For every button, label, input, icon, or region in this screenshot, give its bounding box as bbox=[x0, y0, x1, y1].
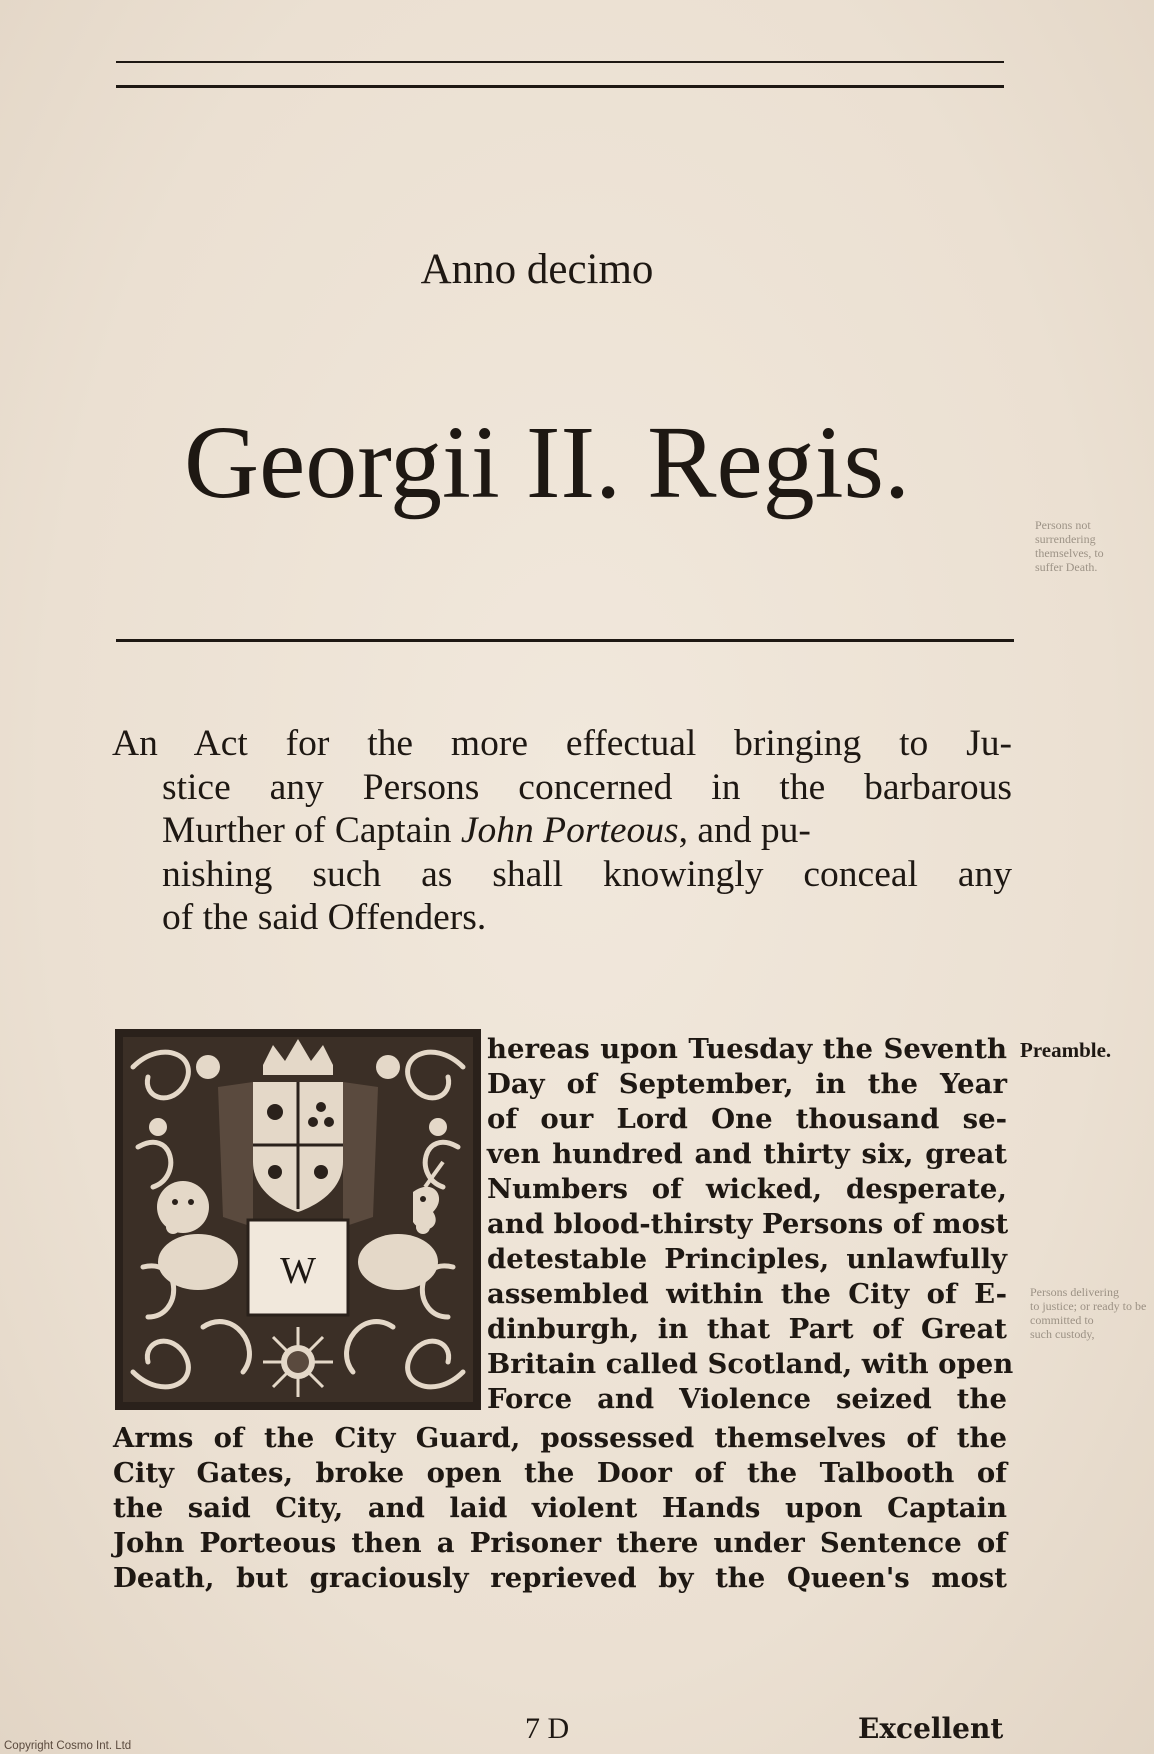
body-line: ven hundred and thirty six, great bbox=[487, 1138, 1007, 1170]
initial-letter: W bbox=[280, 1250, 316, 1292]
body-line: Britain called Scotland, with open bbox=[487, 1348, 1014, 1380]
preamble-text-full-width bbox=[113, 1421, 1007, 1596]
anno-heading: Anno decimo bbox=[420, 246, 654, 293]
body-line: John Porteous then a Prisoner there under Sentence of bbox=[113, 1527, 1007, 1559]
act-title-line: Murther of Captain John Porteous, and pu- bbox=[162, 810, 811, 851]
body-line: dinburgh, in that Part of Great bbox=[487, 1313, 1007, 1345]
show-through-margin-note: Persons not surrendering themselves, to suffer Death. bbox=[1035, 518, 1104, 574]
body-line: the said City, and laid violent Hands upon Captain bbox=[113, 1492, 1007, 1524]
body-line: Death, but graciously reprieved by the Queen's most bbox=[113, 1562, 1007, 1594]
signature-mark: 7 D bbox=[525, 1712, 570, 1745]
woodcut-initial-illustration bbox=[113, 1027, 483, 1412]
body-line: Day of September, in the Year bbox=[487, 1068, 1007, 1100]
body-line: and blood-thirsty Persons of most bbox=[487, 1208, 1009, 1240]
catchword: Excellent bbox=[858, 1712, 1004, 1745]
body-line: Numbers of wicked, desperate, bbox=[487, 1173, 1007, 1205]
copyright-watermark: Copyright Cosmo Int. Ltd bbox=[4, 1740, 132, 1752]
body-line: Force and Violence seized the bbox=[487, 1383, 1007, 1415]
preamble-margin-note: Preamble. bbox=[1020, 1038, 1112, 1062]
act-title-line: stice any Persons concerned in the barbarous bbox=[162, 766, 1012, 808]
body-line: City Gates, broke open the Door of the Talbooth of bbox=[113, 1457, 1007, 1489]
body-line: detestable Principles, unlawfully bbox=[487, 1243, 1007, 1275]
act-title bbox=[112, 722, 1012, 940]
porteous-name: John Porteous bbox=[460, 810, 679, 851]
body-line: of our Lord One thousand se- bbox=[487, 1103, 1007, 1135]
middle-rule bbox=[116, 639, 1014, 642]
top-rule-2 bbox=[116, 85, 1004, 88]
top-rule-1 bbox=[116, 61, 1004, 63]
act-title-line: An Act for the more effectual bringing to Ju- bbox=[112, 723, 1012, 764]
act-title-line: nishing such as shall knowingly conceal any bbox=[162, 853, 1012, 895]
body-line: Arms of the City Guard, possessed themselves of the bbox=[113, 1422, 1007, 1454]
body-line: assembled within the City of E- bbox=[487, 1278, 1007, 1310]
act-title-line: of the said Offenders. bbox=[162, 897, 487, 938]
body-line: hereas upon Tuesday the Seventh bbox=[487, 1033, 1007, 1065]
preamble-text-beside-initial bbox=[487, 1032, 1014, 1417]
regis-heading: Georgii II. Regis. bbox=[184, 405, 910, 520]
show-through-margin-note-2: Persons delivering to justice; or ready to be committed to such custody, bbox=[1030, 1285, 1147, 1341]
